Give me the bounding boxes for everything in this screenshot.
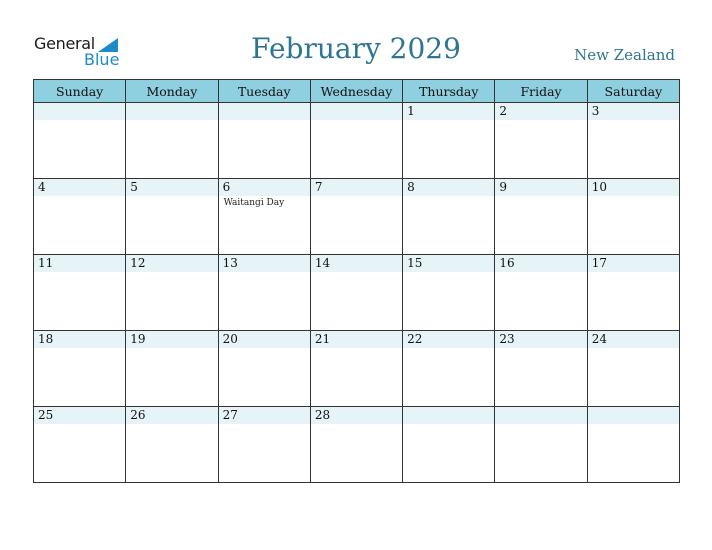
day-cell	[34, 255, 126, 331]
day-cell	[587, 179, 679, 255]
day-cell	[495, 103, 587, 179]
day-cell	[218, 103, 310, 179]
day-cell	[126, 179, 218, 255]
week-row	[34, 255, 680, 331]
day-number: 1	[403, 103, 494, 120]
day-number: 20	[219, 331, 310, 348]
day-number: 24	[588, 331, 679, 348]
weekday-header: Friday	[495, 80, 587, 103]
day-number: 5	[126, 179, 217, 196]
day-cell	[34, 331, 126, 407]
day-number: 26	[126, 407, 217, 424]
day-cell	[495, 407, 587, 483]
logo-text-blue: Blue	[84, 50, 120, 69]
day-cell	[587, 331, 679, 407]
day-number: 14	[311, 255, 402, 272]
day-number	[495, 407, 586, 424]
calendar-grid	[33, 79, 680, 483]
day-number: 16	[495, 255, 586, 272]
day-number	[588, 407, 679, 424]
day-number: 17	[588, 255, 679, 272]
week-row	[34, 103, 680, 179]
day-number	[219, 103, 310, 120]
day-cell	[310, 179, 402, 255]
day-cell	[403, 255, 495, 331]
day-number: 15	[403, 255, 494, 272]
day-cell	[310, 255, 402, 331]
day-cell	[587, 407, 679, 483]
day-number: 10	[588, 179, 679, 196]
weekday-header: Tuesday	[218, 80, 310, 103]
day-cell	[587, 255, 679, 331]
holiday-label: Waitangi Day	[223, 198, 285, 208]
day-number	[34, 103, 125, 120]
day-cell	[495, 255, 587, 331]
day-cell	[126, 103, 218, 179]
day-number: 28	[311, 407, 402, 424]
day-cell	[218, 407, 310, 483]
day-cell	[34, 103, 126, 179]
day-cell	[403, 407, 495, 483]
week-row	[34, 179, 680, 255]
day-cell	[495, 331, 587, 407]
day-cell	[310, 407, 402, 483]
calendar-title: February 2029	[251, 32, 461, 65]
country-name: New Zealand	[574, 46, 675, 64]
day-cell	[126, 407, 218, 483]
day-cell	[126, 255, 218, 331]
day-number: 25	[34, 407, 125, 424]
weekday-header: Sunday	[34, 80, 126, 103]
day-number: 22	[403, 331, 494, 348]
day-cell	[126, 331, 218, 407]
day-cell	[403, 179, 495, 255]
day-number: 27	[219, 407, 310, 424]
day-number: 3	[588, 103, 679, 120]
day-cell	[310, 103, 402, 179]
day-cell	[218, 331, 310, 407]
day-cell	[403, 331, 495, 407]
day-cell	[310, 331, 402, 407]
week-row	[34, 407, 680, 483]
day-number: 23	[495, 331, 586, 348]
weekday-header: Monday	[126, 80, 218, 103]
day-number: 21	[311, 331, 402, 348]
day-cell	[403, 103, 495, 179]
day-cell	[34, 407, 126, 483]
day-number: 9	[495, 179, 586, 196]
day-number: 6	[219, 179, 310, 196]
day-cell	[495, 179, 587, 255]
logo-text-general: General	[34, 34, 95, 53]
weekday-header: Thursday	[403, 80, 495, 103]
day-cell	[34, 179, 126, 255]
weekday-header: Wednesday	[310, 80, 402, 103]
day-number	[403, 407, 494, 424]
week-row	[34, 331, 680, 407]
day-number	[311, 103, 402, 120]
day-number: 2	[495, 103, 586, 120]
weekday-header-row	[34, 80, 680, 103]
day-cell	[218, 255, 310, 331]
day-number: 11	[34, 255, 125, 272]
weekday-header: Saturday	[587, 80, 679, 103]
day-number: 13	[219, 255, 310, 272]
day-cell	[587, 103, 679, 179]
day-number: 8	[403, 179, 494, 196]
day-number: 4	[34, 179, 125, 196]
day-number: 18	[34, 331, 125, 348]
day-number	[126, 103, 217, 120]
day-number: 19	[126, 331, 217, 348]
day-cell	[218, 179, 310, 255]
day-number: 7	[311, 179, 402, 196]
day-number: 12	[126, 255, 217, 272]
